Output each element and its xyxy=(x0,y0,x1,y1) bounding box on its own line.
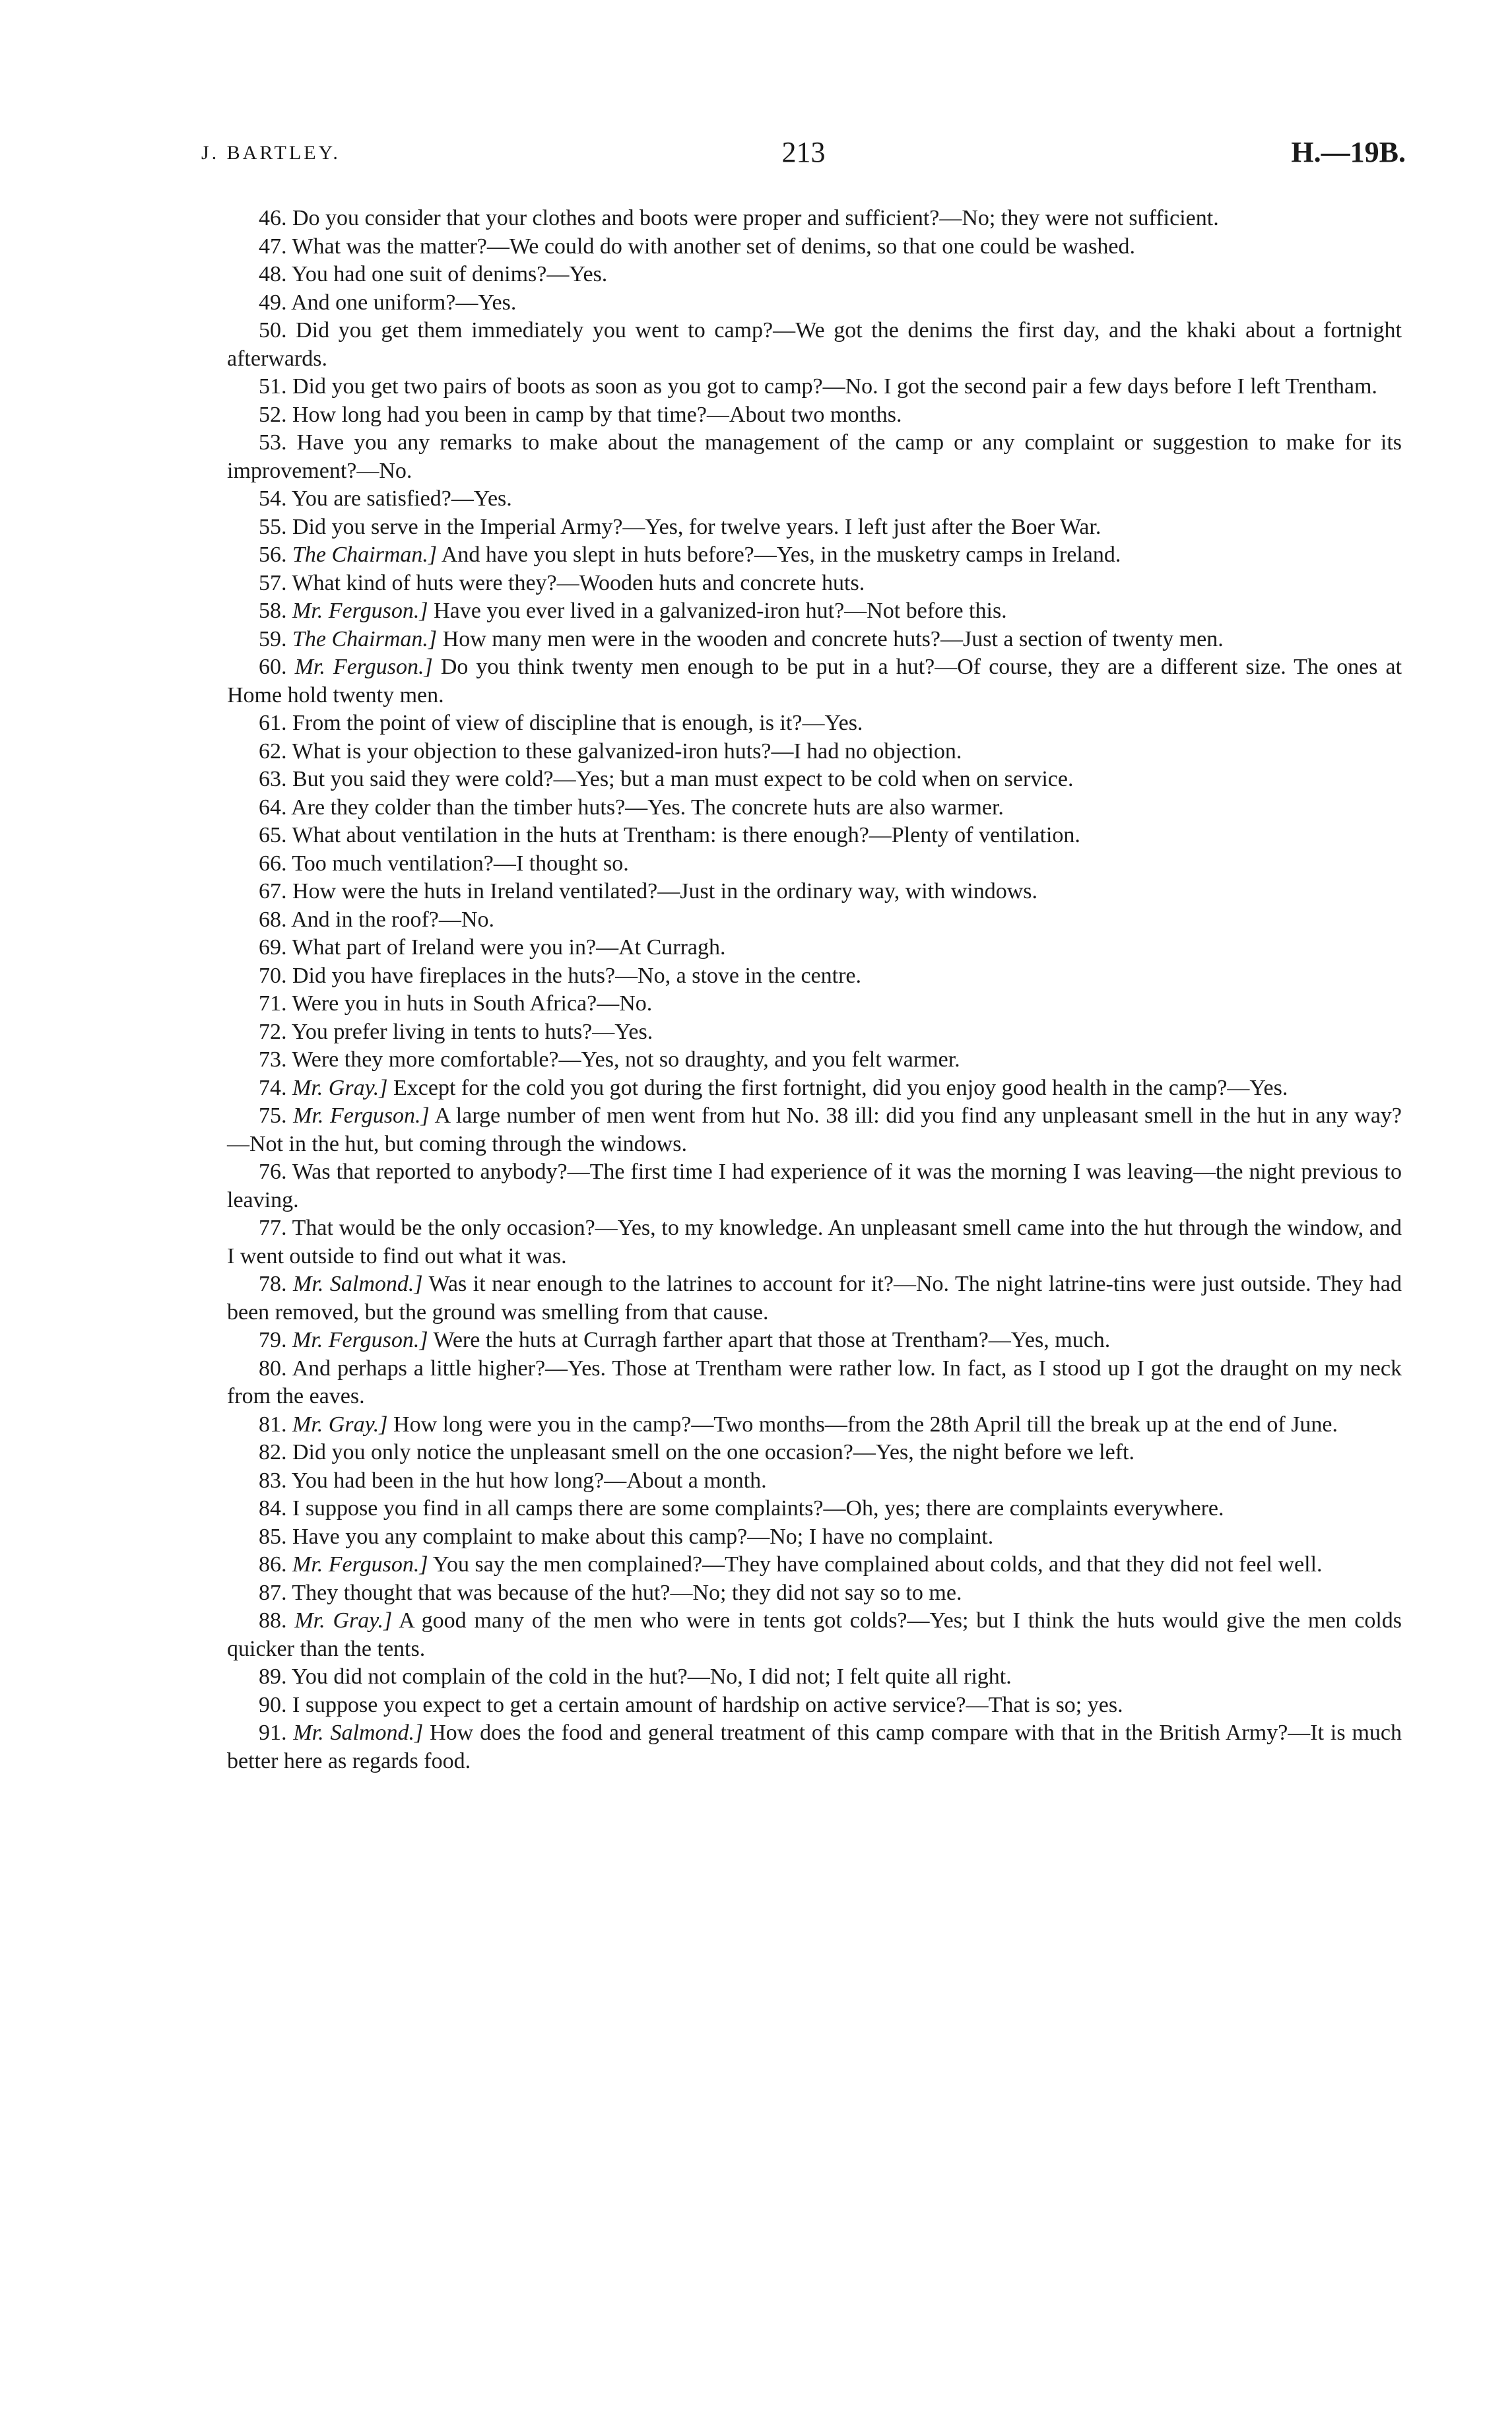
question-number: 89. xyxy=(259,1664,287,1689)
question-answer-text: I suppose you find in all camps there are some complaints?—Oh, yes; there are complaints everywhere. xyxy=(292,1496,1224,1521)
question-entry xyxy=(227,513,1402,542)
question-answer-text: Did you get them immediately you went to camp?—We got the denims the first day, and the khaki about a fortnight afterwards. xyxy=(227,318,1402,371)
question-entry xyxy=(227,1692,1402,1720)
question-answer-text: What was the matter?—We could do with another set of denims, so that one could be washed. xyxy=(292,234,1135,259)
question-answer-text: A large number of men went from hut No. 38 ill: did you find any unpleasant smell in the hut in any way?—Not in the hut, but coming through the windows. xyxy=(227,1103,1402,1156)
question-entry xyxy=(227,1214,1402,1270)
question-number: 56. xyxy=(259,542,287,567)
question-entry xyxy=(227,1355,1402,1411)
question-answer-text: You had one suit of denims?—Yes. xyxy=(291,262,608,286)
question-entry xyxy=(227,429,1402,485)
speaker-name: Mr. Ferguson.] xyxy=(292,1552,428,1577)
speaker-name: The Chairman.] xyxy=(292,542,438,567)
question-entry xyxy=(227,1411,1402,1439)
question-entry xyxy=(227,373,1402,401)
question-answer-text: How does the food and general treatment of this camp compare with that in the British Army?—It is much better here as regards food. xyxy=(227,1721,1402,1773)
question-entry xyxy=(227,1467,1402,1495)
speaker-name: Mr. Ferguson.] xyxy=(292,1328,428,1352)
question-number: 61. xyxy=(259,711,287,735)
question-answer-text: And perhaps a little higher?—Yes. Those at Trentham were rather low. In fact, as I stood up I got the draught on my neck from the eaves. xyxy=(227,1356,1402,1408)
question-entry xyxy=(227,1495,1402,1523)
question-answer-text: What part of Ireland were you in?—At Curragh. xyxy=(292,935,726,960)
question-entry xyxy=(227,1158,1402,1214)
question-answer-text: Except for the cold you got during the first fortnight, did you enjoy good health in the camp?—Yes. xyxy=(393,1075,1288,1100)
question-number: 52. xyxy=(259,402,287,427)
question-number: 86. xyxy=(259,1552,287,1577)
question-number: 73. xyxy=(259,1047,287,1072)
question-number: 90. xyxy=(259,1692,287,1717)
question-answer-text: I suppose you expect to get a certain amount of hardship on active service?—That is so; yes. xyxy=(292,1692,1123,1717)
speaker-name: Mr. Salmond.] xyxy=(293,1721,424,1745)
question-answer-text: How many men were in the wooden and concrete huts?—Just a section of twenty men. xyxy=(442,626,1224,651)
question-answer-text: Did you only notice the unpleasant smell on the one occasion?—Yes, the night before we left. xyxy=(292,1440,1134,1464)
question-number: 48. xyxy=(259,262,287,286)
question-number: 80. xyxy=(259,1356,287,1381)
page-header xyxy=(201,135,1406,175)
speaker-name: Mr. Gray.] xyxy=(294,1608,393,1633)
question-answer-text: You say the men complained?—They have complained about colds, and that they did not feel well. xyxy=(432,1552,1323,1577)
question-answer-text: You prefer living in tents to huts?—Yes. xyxy=(291,1019,653,1044)
question-number: 46. xyxy=(259,206,287,230)
question-number: 81. xyxy=(259,1412,287,1437)
question-answer-text: How long had you been in camp by that time?—About two months. xyxy=(292,402,902,427)
question-answer-text: How were the huts in Ireland ventilated?—Just in the ordinary way, with windows. xyxy=(292,879,1037,904)
question-number: 54. xyxy=(259,486,287,511)
question-entry xyxy=(227,485,1402,513)
question-number: 51. xyxy=(259,374,287,399)
question-entry xyxy=(227,1327,1402,1355)
question-number: 57. xyxy=(259,570,287,595)
speaker-name: Mr. Gray.] xyxy=(292,1412,388,1437)
question-number: 72. xyxy=(259,1019,287,1044)
testimony-body xyxy=(227,205,1402,1775)
question-number: 83. xyxy=(259,1468,287,1493)
question-answer-text: From the point of view of discipline that is enough, is it?—Yes. xyxy=(292,711,863,735)
witness-name: J. BARTLEY. xyxy=(201,142,341,164)
question-entry xyxy=(227,1074,1402,1103)
question-number: 47. xyxy=(259,234,287,259)
question-entry xyxy=(227,822,1402,850)
question-answer-text: A good many of the men who were in tents got colds?—Yes; but I think the huts would give the men colds quicker than the tents. xyxy=(227,1608,1402,1661)
question-entry xyxy=(227,1607,1402,1663)
question-number: 55. xyxy=(259,514,287,539)
question-number: 77. xyxy=(259,1216,287,1240)
question-answer-text: Did you get two pairs of boots as soon as you got to camp?—No. I got the second pair a few days before I left Trentham. xyxy=(292,374,1377,399)
question-answer-text: You did not complain of the cold in the hut?—No, I did not; I felt quite all right. xyxy=(291,1664,1012,1689)
question-answer-text: Were you in huts in South Africa?—No. xyxy=(292,991,653,1016)
question-number: 75. xyxy=(259,1103,287,1128)
question-entry xyxy=(227,233,1402,261)
question-number: 70. xyxy=(259,963,287,988)
question-number: 87. xyxy=(259,1580,287,1605)
question-entry xyxy=(227,626,1402,654)
question-entry xyxy=(227,794,1402,822)
question-entry xyxy=(227,205,1402,233)
question-number: 91. xyxy=(259,1721,287,1745)
question-answer-text: Do you think twenty men enough to be put in a hut?—Of course, they are a different size. The ones at Home hold twenty men. xyxy=(227,655,1402,707)
question-answer-text: What about ventilation in the huts at Trentham: is there enough?—Plenty of ventilation. xyxy=(292,823,1080,847)
question-number: 84. xyxy=(259,1496,287,1521)
question-entry xyxy=(227,1270,1402,1327)
page-number: 213 xyxy=(781,136,826,168)
speaker-name: The Chairman.] xyxy=(292,626,438,651)
question-entry xyxy=(227,962,1402,991)
question-entry xyxy=(227,1102,1402,1158)
question-entry xyxy=(227,1523,1402,1552)
question-entry xyxy=(227,1719,1402,1775)
paper-reference: H.—19B. xyxy=(1291,136,1406,168)
question-answer-text: Are they colder than the timber huts?—Yes. The concrete huts are also warmer. xyxy=(291,795,1004,820)
speaker-name: Mr. Ferguson.] xyxy=(293,1103,430,1128)
question-number: 58. xyxy=(259,599,287,623)
question-answer-text: Have you any remarks to make about the management of the camp or any complaint or suggestion to make for its improvement?—No. xyxy=(227,430,1402,483)
question-entry xyxy=(227,261,1402,289)
question-entry xyxy=(227,738,1402,766)
question-number: 71. xyxy=(259,991,287,1016)
question-number: 62. xyxy=(259,739,287,764)
question-entry xyxy=(227,709,1402,738)
question-entry xyxy=(227,289,1402,317)
question-number: 85. xyxy=(259,1524,287,1549)
question-entry xyxy=(227,597,1402,626)
question-number: 76. xyxy=(259,1160,287,1184)
question-entry xyxy=(227,878,1402,906)
question-number: 74. xyxy=(259,1075,287,1100)
question-answer-text: Have you any complaint to make about this camp?—No; I have no complaint. xyxy=(292,1524,994,1549)
question-answer-text: You are satisfied?—Yes. xyxy=(291,486,512,511)
question-entry xyxy=(227,317,1402,373)
question-entry xyxy=(227,766,1402,794)
question-answer-text: That would be the only occasion?—Yes, to my knowledge. An unpleasant smell came into the hut through the window, and I went outside to find out what it was. xyxy=(227,1216,1402,1268)
question-number: 50. xyxy=(259,318,287,343)
question-number: 60. xyxy=(259,655,287,679)
question-number: 53. xyxy=(259,430,287,455)
question-answer-text: What is your objection to these galvanized-iron huts?—I had no objection. xyxy=(292,739,962,764)
question-entry xyxy=(227,1551,1402,1579)
question-entry xyxy=(227,1046,1402,1074)
question-number: 59. xyxy=(259,626,287,651)
question-number: 82. xyxy=(259,1440,287,1464)
question-entry xyxy=(227,653,1402,709)
question-number: 49. xyxy=(259,290,287,315)
question-answer-text: How long were you in the camp?—Two months—from the 28th April till the break up at the end of June. xyxy=(393,1412,1338,1437)
question-answer-text: Were the huts at Curragh farther apart that those at Trentham?—Yes, much. xyxy=(433,1328,1111,1352)
question-number: 78. xyxy=(259,1272,287,1296)
question-answer-text: They thought that was because of the hut?—No; they did not say so to me. xyxy=(292,1580,962,1605)
question-number: 68. xyxy=(259,907,287,932)
question-entry xyxy=(227,1018,1402,1047)
speaker-name: Mr. Ferguson.] xyxy=(292,599,428,623)
question-number: 69. xyxy=(259,935,287,960)
question-number: 88. xyxy=(259,1608,287,1633)
question-answer-text: Were they more comfortable?—Yes, not so draughty, and you felt warmer. xyxy=(292,1047,960,1072)
question-answer-text: What kind of huts were they?—Wooden huts and concrete huts. xyxy=(292,570,865,595)
question-answer-text: And have you slept in huts before?—Yes, in the musketry camps in Ireland. xyxy=(441,542,1121,567)
question-entry xyxy=(227,1439,1402,1467)
question-answer-text: Was that reported to anybody?—The first time I had experience of it was the morning I was leaving—the night previous to leaving. xyxy=(227,1160,1402,1212)
question-entry xyxy=(227,990,1402,1018)
question-number: 63. xyxy=(259,767,287,791)
question-answer-text: But you said they were cold?—Yes; but a man must expect to be cold when on service. xyxy=(292,767,1074,791)
question-answer-text: Too much ventilation?—I thought so. xyxy=(292,851,629,876)
question-answer-text: And one uniform?—Yes. xyxy=(291,290,517,315)
question-entry xyxy=(227,934,1402,962)
question-number: 64. xyxy=(259,795,287,820)
question-answer-text: Have you ever lived in a galvanized-iron hut?—Not before this. xyxy=(434,599,1007,623)
question-entry xyxy=(227,570,1402,598)
question-entry xyxy=(227,850,1402,878)
question-answer-text: You had been in the hut how long?—About a month. xyxy=(291,1468,767,1493)
question-entry xyxy=(227,906,1402,935)
question-entry xyxy=(227,1579,1402,1608)
speaker-name: Mr. Gray.] xyxy=(292,1075,388,1100)
question-entry xyxy=(227,1663,1402,1692)
question-number: 65. xyxy=(259,823,287,847)
question-number: 79. xyxy=(259,1328,287,1352)
question-answer-text: Did you serve in the Imperial Army?—Yes, for twelve years. I left just after the Boer War. xyxy=(292,514,1101,539)
question-answer-text: Do you consider that your clothes and boots were proper and sufficient?—No; they were not sufficient. xyxy=(292,206,1219,230)
question-number: 66. xyxy=(259,851,287,876)
question-answer-text: Did you have fireplaces in the huts?—No, a stove in the centre. xyxy=(292,963,862,988)
question-answer-text: Was it near enough to the latrines to account for it?—No. The night latrine-tins were just outside. They had been removed, but the ground was smelling from that cause. xyxy=(227,1272,1402,1325)
speaker-name: Mr. Salmond.] xyxy=(293,1272,423,1296)
question-number: 67. xyxy=(259,879,287,904)
question-entry xyxy=(227,401,1402,430)
speaker-name: Mr. Ferguson.] xyxy=(294,655,433,679)
question-answer-text: And in the roof?—No. xyxy=(291,907,494,932)
question-entry xyxy=(227,541,1402,570)
